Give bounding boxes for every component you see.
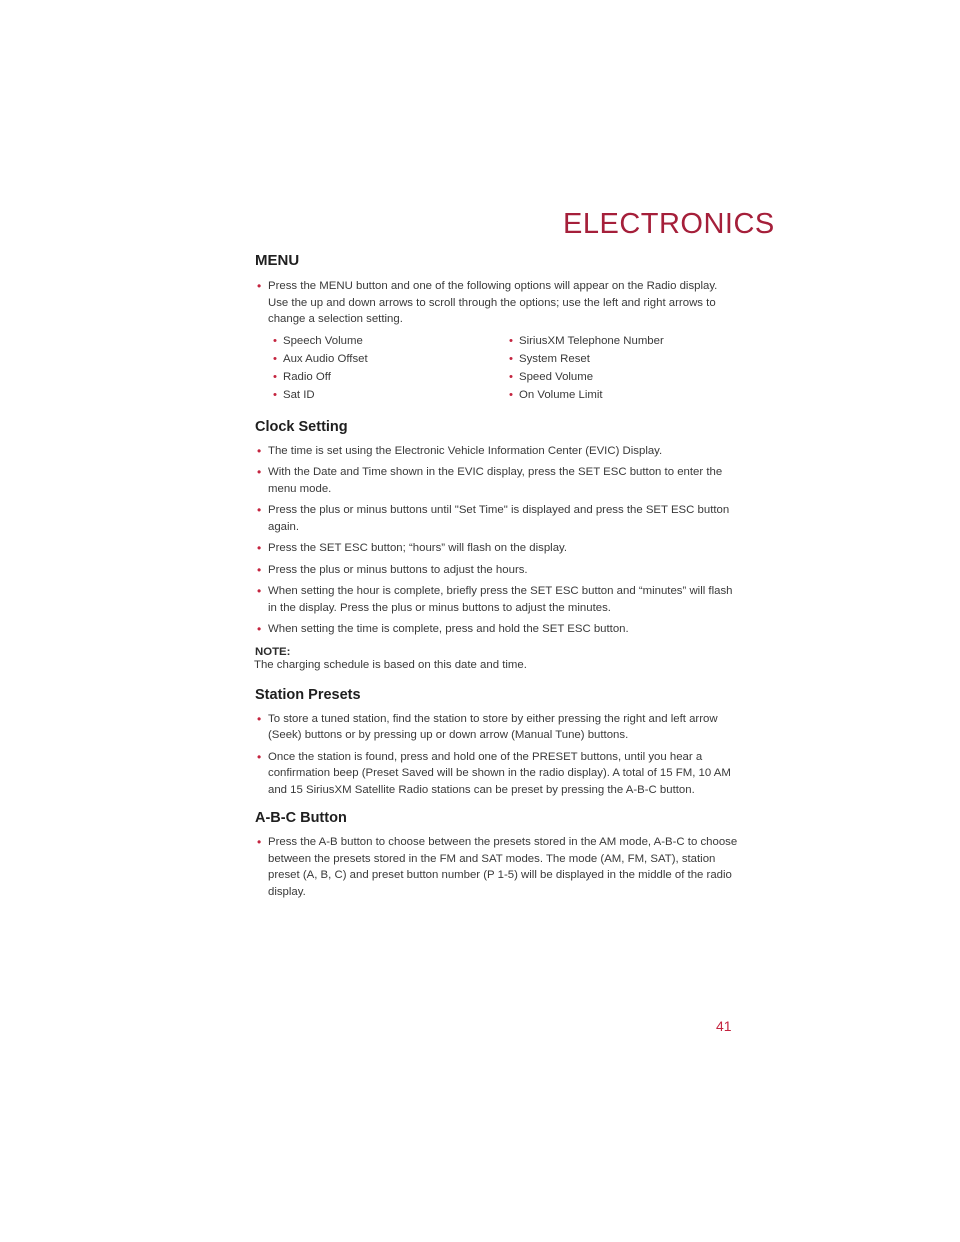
list-item: • The time is set using the Electronic Vehicle Information Center (EVIC) Display.	[257, 443, 663, 458]
abc-heading: A-B-C Button	[255, 810, 347, 826]
page-number: 41	[716, 1018, 732, 1034]
list-item: • Press the plus or minus buttons until "Set Time" is displayed and press the SET ESC button again.	[257, 503, 730, 533]
clock-heading: Clock Setting	[255, 418, 348, 435]
menu-option: • Radio Off	[273, 370, 331, 383]
menu-option: • Aux Audio Offset	[273, 352, 368, 365]
list-item: • To store a tuned station, find the station to store by either pressing the right and left arrow (Seek) buttons or by pressing up or down arrow (Manual Tune) buttons.	[257, 711, 718, 741]
list-item: • Press the SET ESC button; “hours” will flash on the display.	[257, 541, 568, 555]
list-item: • When setting the hour is complete, briefly press the SET ESC button and “minutes” will flash in the display. Press the plus or minus buttons to adjust the minutes.	[257, 584, 733, 614]
menu-heading: MENU	[255, 252, 300, 269]
list-item: • Once the station is found, press and hold one of the PRESET buttons, until you hear a confirmation beep (Preset Saved will be shown in the radio display). A total of 15 FM, 10 AM and 15 SiriusXM Satellite Radio stations can be preset by pressing the A-B-C button.	[257, 749, 731, 796]
menu-intro: Press the MENU button and one of the following options will appear on the Radio display. Use the up and down arrows to scroll through the options; use the left and right arrows to change a selection setting.	[268, 280, 718, 325]
page-content	[255, 252, 740, 905]
presets-list	[255, 711, 740, 799]
list-item: • Press the MENU button and one of the following options will appear on the Radio display. Use the up and down arrows to scroll through the options; use the left and right arrows to change a selection setting.	[257, 279, 718, 325]
list-item: • Press the plus or minus buttons to adjust the hours.	[257, 562, 528, 577]
abc-list	[255, 834, 740, 900]
menu-option: • Speech Volume	[273, 334, 363, 347]
menu-option: • System Reset	[509, 352, 590, 365]
menu-option: • Speed Volume	[509, 370, 594, 383]
menu-option: • SiriusXM Telephone Number	[509, 334, 664, 347]
note-label: NOTE:	[255, 645, 291, 658]
list-item: • Press the A-B button to choose between the presets stored in the AM mode, A-B-C to choose between the presets stored in the FM and SAT modes. The mode (AM, FM, SAT), station preset (A, B, C) and preset button number (P 1-5) will be displayed in the middle of the radio display.	[257, 835, 738, 898]
menu-option: • On Volume Limit	[509, 388, 603, 401]
list-item: • When setting the time is complete, press and hold the SET ESC button.	[257, 622, 629, 636]
note-text: The charging schedule is based on this date and time.	[254, 658, 527, 671]
menu-list	[255, 278, 740, 328]
menu-options	[273, 333, 740, 403]
menu-option: • Sat ID	[273, 388, 315, 401]
presets-heading: Station Presets	[255, 686, 361, 703]
section-title: ELECTRONICS	[563, 208, 775, 240]
list-item: • With the Date and Time shown in the EVIC display, press the SET ESC button to enter the menu mode.	[257, 465, 723, 495]
clock-list	[255, 443, 740, 638]
